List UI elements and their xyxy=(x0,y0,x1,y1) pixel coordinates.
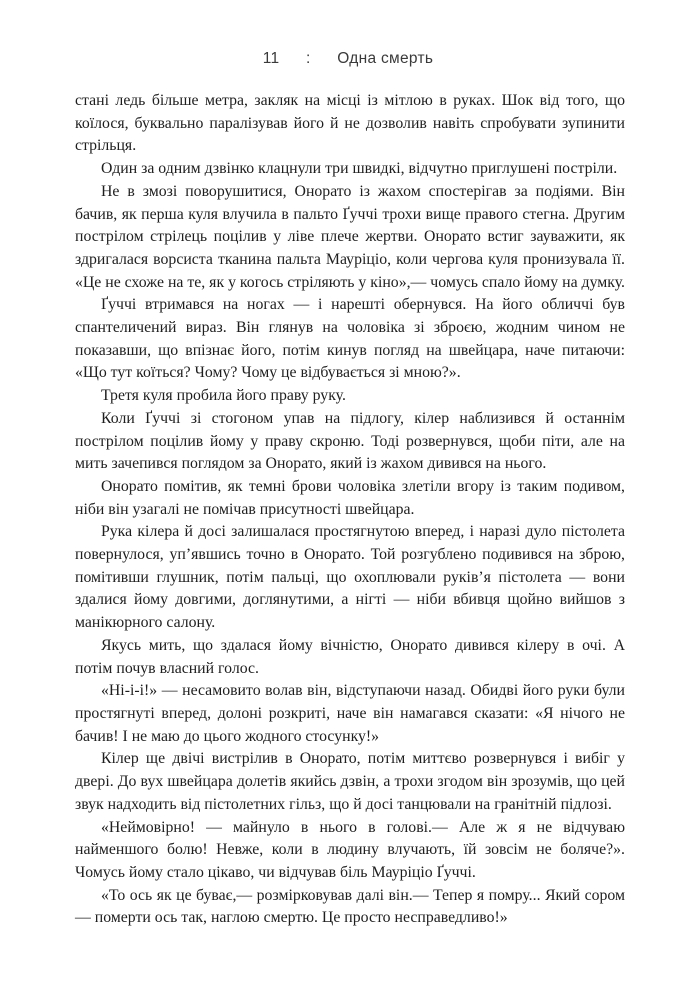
header-separator: : xyxy=(306,50,311,67)
paragraph-4: Ґуччі втримався на ногах — і нарешті обернувся. На його обличчі був спантеличений вираз. Він глянув на чоловіка зі зброєю, жодним чином не показавши, що впізнає його, потім кинув погляд на швейцара, наче питаючи: «Що тут коїться? Чому? Чому це відбувається зі мною?». xyxy=(75,296,625,382)
paragraph-8: Рука кілера й досі залишалася простягнутою вперед, і наразі дуло пістолета повернулося, уп’явшись точно в Онорато. Той розгублено подивився на зброю, помітивши глушник, потім пальці, що охоплювали руків’я пістолета — вони здалися йому довгими, доглянутими, а нігті — ніби вбивця щойно вийшов з манікюрного салону. xyxy=(75,523,625,632)
paragraph-5: Третя куля пробила його праву руку. xyxy=(101,387,346,405)
paragraph-11: Кілер ще двічі вистрілив в Онорато, потім миттєво розвернувся і вибіг у двері. До вух швейцара долетів якийсь дзвін, а трохи згодом він зрозумів, що цей звук надходить від пістолетних гільз, що й досі танцювали на гранітній підлозі. xyxy=(75,750,625,813)
paragraph-2: Один за одним дзвінко клацнули три швидкі, відчутно приглушені постріли. xyxy=(101,160,618,178)
body-text xyxy=(75,90,625,930)
paragraph-13: «То ось як це буває,— розмірковував далі він.— Тепер я помру... Який сором — померти ось так, наглою смертю. Це просто несправедливо!» xyxy=(75,886,625,927)
running-header xyxy=(0,50,696,68)
paragraph-3: Не в змозі поворушитися, Онорато із жахом спостерігав за подіями. Він бачив, як перша куля влучила в пальто Ґуччі трохи вище правого стегна. Другим пострілом стрілець поцілив у ліве плече жертви. Онорато встиг зауважити, як здригалася ворсиста тканина пальта Мауріціо, коли чергова куля пронизувала її. «Це не схоже на те, як у когось стріляють у кіно»,— чомусь спало йому на думку. xyxy=(75,182,625,291)
page-number: 11 xyxy=(262,50,280,67)
chapter-title: Одна смерть xyxy=(337,50,434,67)
paragraph-9: Якусь мить, що здалася йому вічністю, Онорато дивився кілеру в очі. А потім почув власний голос. xyxy=(75,636,625,677)
paragraph-12: «Неймовірно! — майнуло в нього в голові.— Але ж я не відчуваю найменшого болю! Невже, коли в людину влучають, їй зовсім не боляче?». Чомусь йому стало цікаво, чи відчував біль Мауріціо Ґуччі. xyxy=(75,818,625,881)
paragraph-7: Онорато помітив, як темні брови чоловіка злетіли вгору із таким подивом, ніби він узагалі не помічав присутності швейцара. xyxy=(75,477,625,518)
paragraph-1: стані ледь більше метра, закляк на місці із мітлою в руках. Шок від того, що коїлося, буквально паралізував його й не дозволив навіть спробувати зупинити стрільця. xyxy=(75,92,625,155)
paragraph-10: «Ні-і-і!» — несамовито волав він, відступаючи назад. Обидві його руки були простягнуті вперед, долоні розкриті, наче він намагався сказати: «Я нічого не бачив! І не маю до цього жодного стосунку!» xyxy=(75,682,625,745)
paragraph-6: Коли Ґуччі зі стогоном упав на підлогу, кілер наблизився й останнім пострілом поцілив йому у праву скроню. Тоді розвернувся, щоби піти, але на мить зачепився поглядом за Онорато, який із жахом дивився на нього. xyxy=(75,409,625,473)
